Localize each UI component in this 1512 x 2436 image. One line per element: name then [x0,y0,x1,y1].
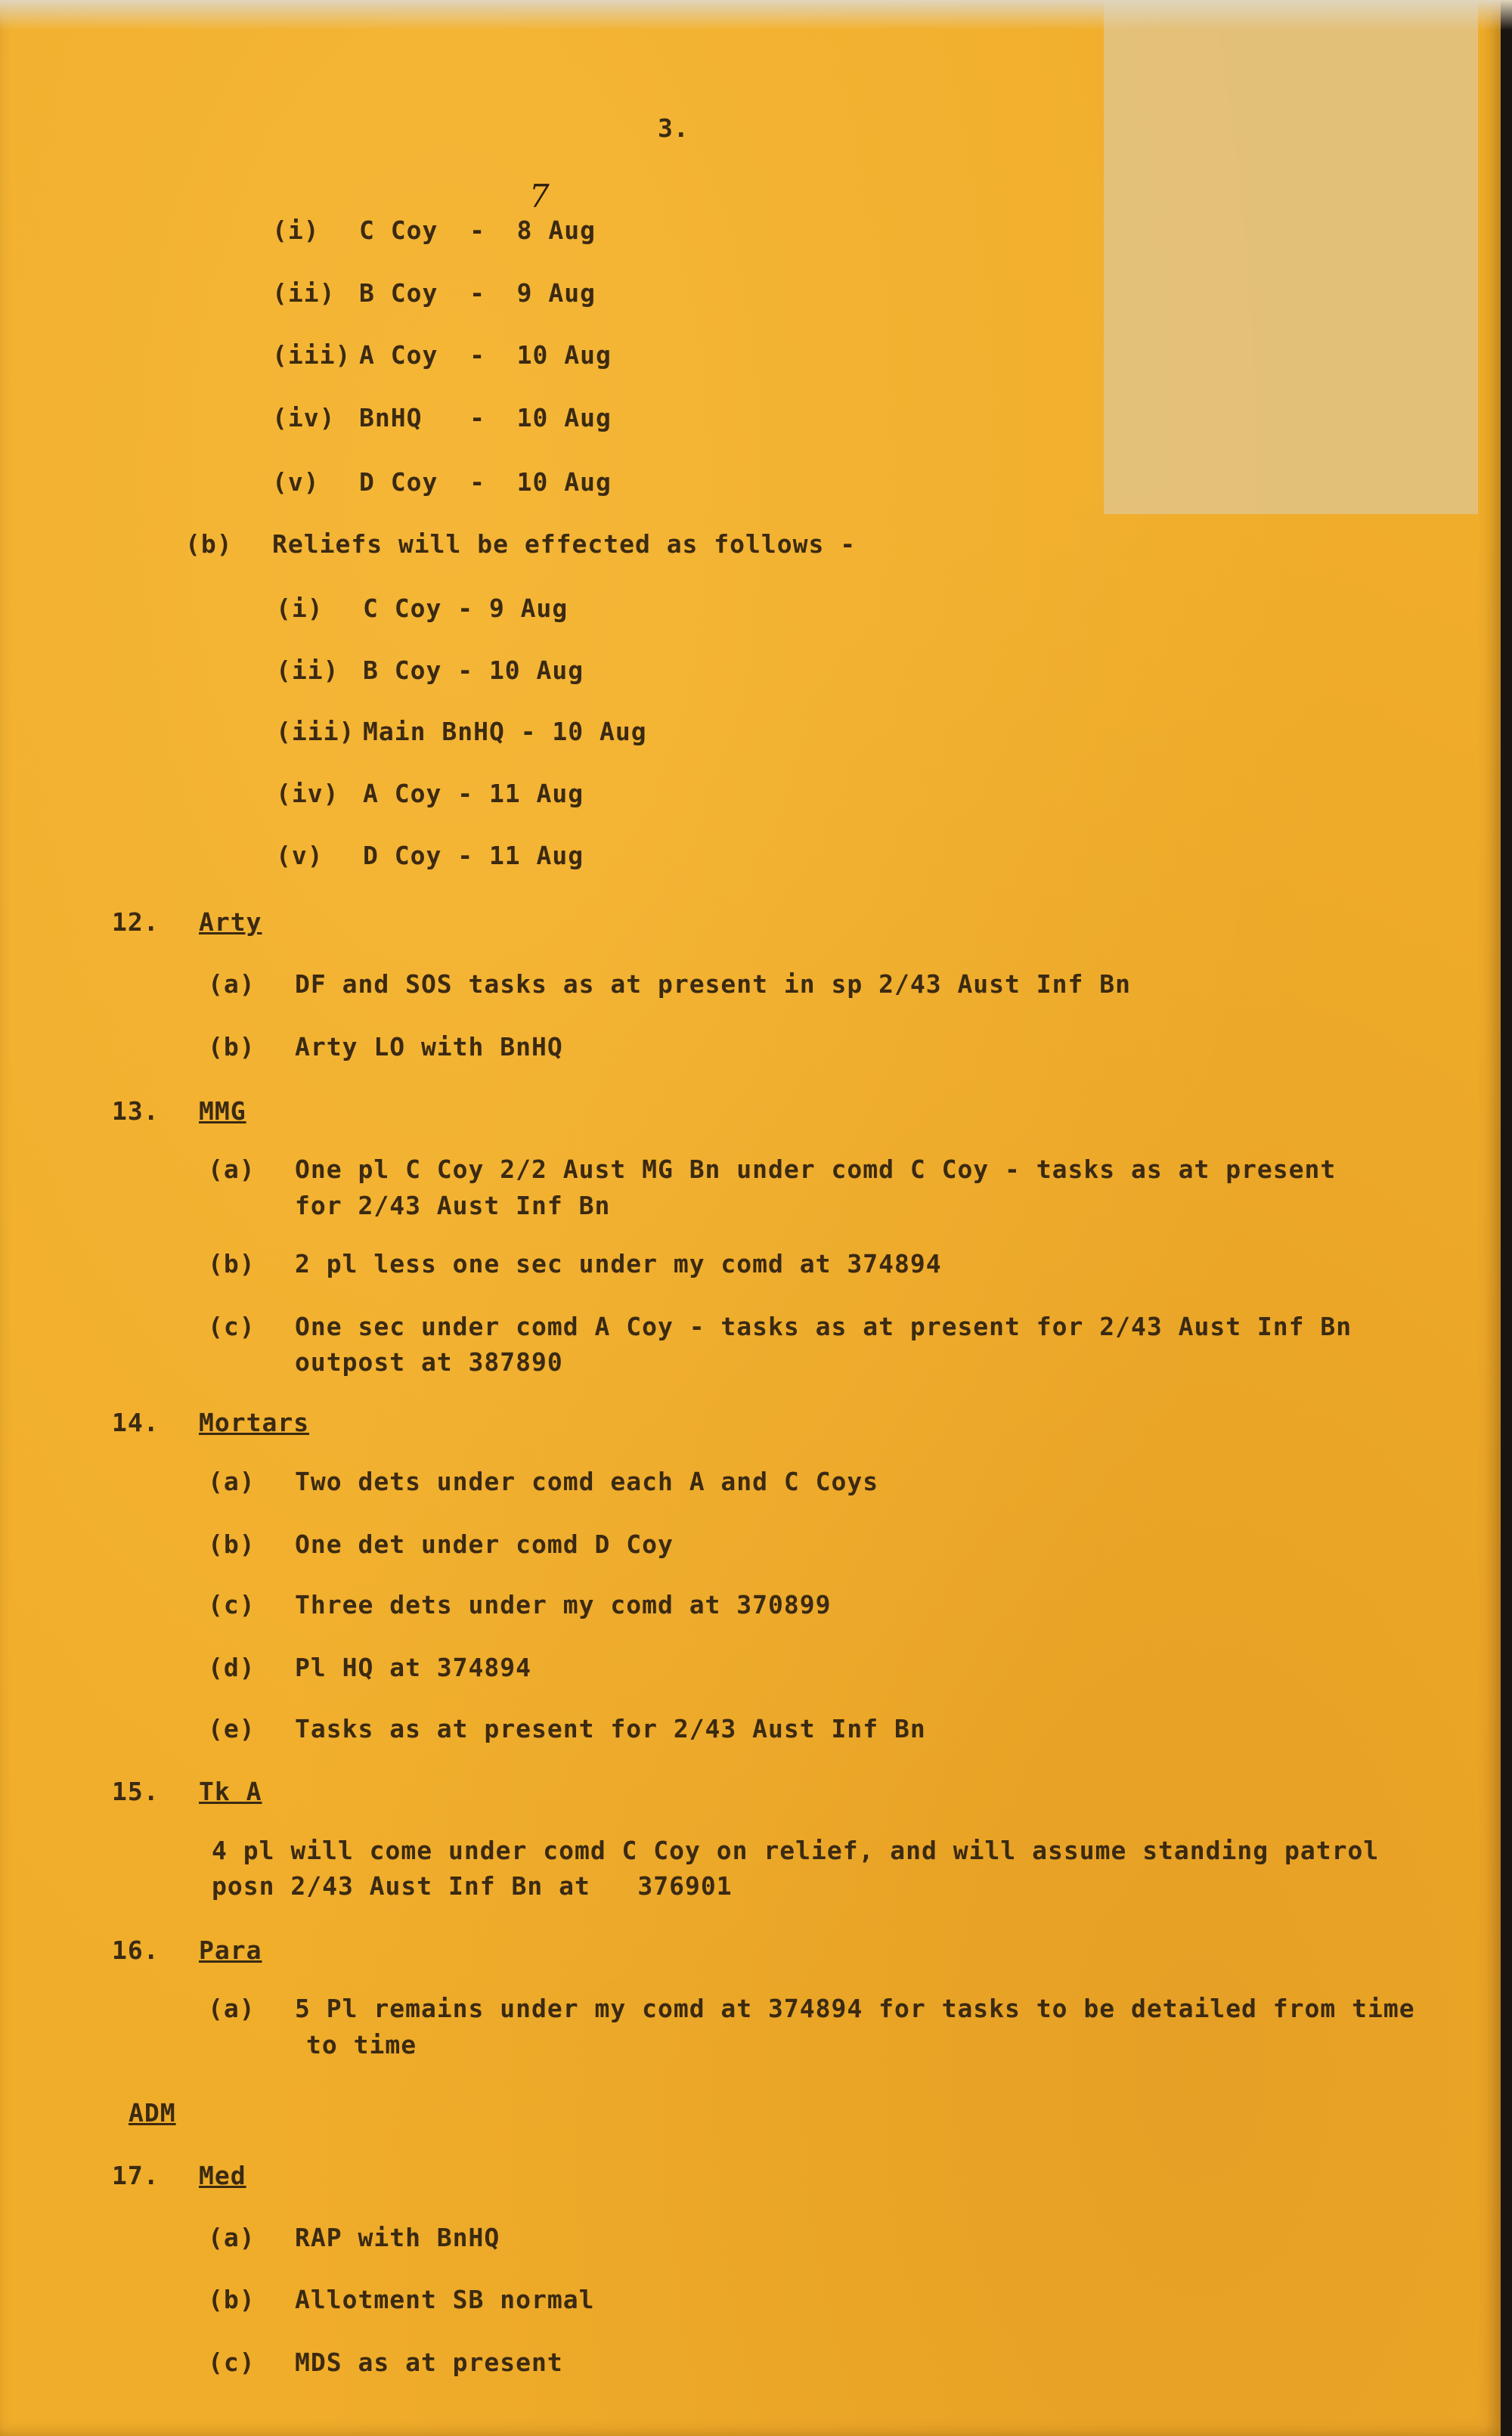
text-line-s13a1 [208,1154,1336,1184]
item-text: Allotment SB normal [295,2285,595,2314]
item-text: One det under comd D Coy [295,1529,674,1559]
item-text: Arty LO with BnHQ [295,1032,563,1061]
text-line-s13b [208,1249,942,1278]
item-text: MMG [199,1096,246,1126]
item-text: for 2/43 Aust Inf Bn [295,1191,611,1220]
text-line-sec15 [112,1777,262,1806]
item-label: (a) [208,2223,256,2252]
item-label: (b) [208,1529,256,1559]
item-label: (iii) [272,340,352,370]
text-line-move-iv [272,403,612,432]
item-label: (ii) [276,655,339,685]
item-text: 2 pl less one sec under my comd at 374894 [295,1249,942,1278]
item-label: 14. [112,1408,160,1437]
item-label: (c) [208,2348,256,2377]
text-line-s17b [208,2285,595,2314]
text-line-rel-iv [276,779,584,808]
item-text: DF and SOS tasks as at present in sp 2/43 Aust Inf Bn [295,969,1131,999]
text-line-move-v [272,467,612,497]
item-text: Two dets under comd each A and C Coys [295,1467,879,1496]
item-label: (c) [208,1590,256,1619]
item-text: Arty [199,907,262,937]
text-line-adm [129,2098,176,2128]
item-text: One pl C Coy 2/2 Aust MG Bn under comd C Coy - tasks as at present [295,1154,1337,1184]
text-line-s17a [208,2223,500,2252]
underlying-page [1104,0,1478,514]
text-line-s14d [208,1653,531,1682]
item-label: (i) [276,594,324,623]
text-line-reliefs [185,529,856,559]
top-edge [0,0,1512,30]
item-text: A Coy - 10 Aug [359,340,612,370]
text-line-sec17 [112,2161,246,2190]
item-label: 12. [112,907,160,937]
item-text: A Coy - 11 Aug [363,779,584,808]
item-label: (a) [208,1994,256,2023]
item-label: (i) [272,215,320,245]
text-line-s16a1 [208,1994,1415,2023]
text-line-s14c [208,1590,832,1619]
item-label: (b) [208,1249,256,1278]
item-text: Reliefs will be effected as follows - [272,529,857,559]
item-text: 5 Pl remains under my comd at 374894 for tasks to be detailed from time [295,1994,1415,2023]
text-line-rel-ii [276,655,584,685]
item-label: (e) [208,1714,256,1743]
text-line-sec16 [112,1935,262,1965]
text-line-sec14 [112,1408,309,1437]
item-label: (iii) [276,717,355,746]
item-text: Three dets under my comd at 370899 [295,1590,832,1619]
item-text: Pl HQ at 374894 [295,1653,532,1682]
text-line-s14e [208,1714,926,1743]
item-text: B Coy - 9 Aug [359,278,596,308]
page-number: 3. [658,113,689,143]
text-line-s12a [208,969,1131,999]
text-line-s13a2 [295,1191,610,1220]
text-line-rel-i [276,594,568,623]
item-text: Mortars [199,1408,310,1437]
item-text: ADM [129,2098,176,2128]
item-text: Med [199,2161,246,2190]
item-text: outpost at 387890 [295,1347,563,1377]
item-label: (d) [208,1653,256,1682]
item-text: MDS as at present [295,2348,563,2377]
item-text: Main BnHQ - 10 Aug [363,717,647,746]
item-label: (iv) [272,403,336,432]
item-label: (b) [208,1032,256,1061]
text-line-s13c1 [208,1312,1352,1341]
item-label: (a) [208,1154,256,1184]
text-line-s17c [208,2348,563,2377]
text-line-s14b [208,1529,674,1559]
text-line-sec13 [112,1096,246,1126]
item-label: (iv) [276,779,339,808]
text-line-s12b [208,1032,563,1061]
item-text: D Coy - 11 Aug [363,841,584,870]
text-line-s15a1 [212,1836,1379,1865]
item-text: Para [199,1935,262,1965]
text-line-s14a [208,1467,878,1496]
item-text: 4 pl will come under comd C Coy on relief, and will assume standing patrol [212,1836,1380,1865]
item-label: (a) [208,969,256,999]
item-text: B Coy - 10 Aug [363,655,584,685]
item-text: posn 2/43 Aust Inf Bn at 376901 [212,1871,733,1901]
item-text: One sec under comd A Coy - tasks as at present for 2/43 Aust Inf Bn [295,1312,1352,1341]
text-line-rel-iii [276,717,647,746]
item-text: to time [306,2030,417,2059]
item-label: 15. [112,1777,160,1806]
text-line-s15a2 [212,1871,733,1901]
item-label: 17. [112,2161,160,2190]
item-label: 16. [112,1935,160,1965]
item-label: (a) [208,1467,256,1496]
text-line-s16a2 [306,2030,417,2059]
item-text: Tasks as at present for 2/43 Aust Inf Bn [295,1714,926,1743]
item-text: C Coy - 8 Aug [359,215,596,245]
item-label: (v) [276,841,324,870]
handwritten-note: 7 [529,178,550,215]
text-line-sec12 [112,907,262,937]
item-label: (c) [208,1312,256,1341]
item-text: C Coy - 9 Aug [363,594,569,623]
item-text: BnHQ - 10 Aug [359,403,612,432]
item-text: RAP with BnHQ [295,2223,500,2252]
item-text: D Coy - 10 Aug [359,467,612,497]
text-line-move-ii [272,278,596,308]
text-line-rel-v [276,841,584,870]
text-line-move-iii [272,340,612,370]
text-line-s13c2 [295,1347,563,1377]
item-text: Tk A [199,1777,262,1806]
item-label: (ii) [272,278,336,308]
item-label: 13. [112,1096,160,1126]
item-label: (b) [185,529,233,559]
item-label: (v) [272,467,320,497]
item-label: (b) [208,2285,256,2314]
text-line-move-i [272,215,596,245]
